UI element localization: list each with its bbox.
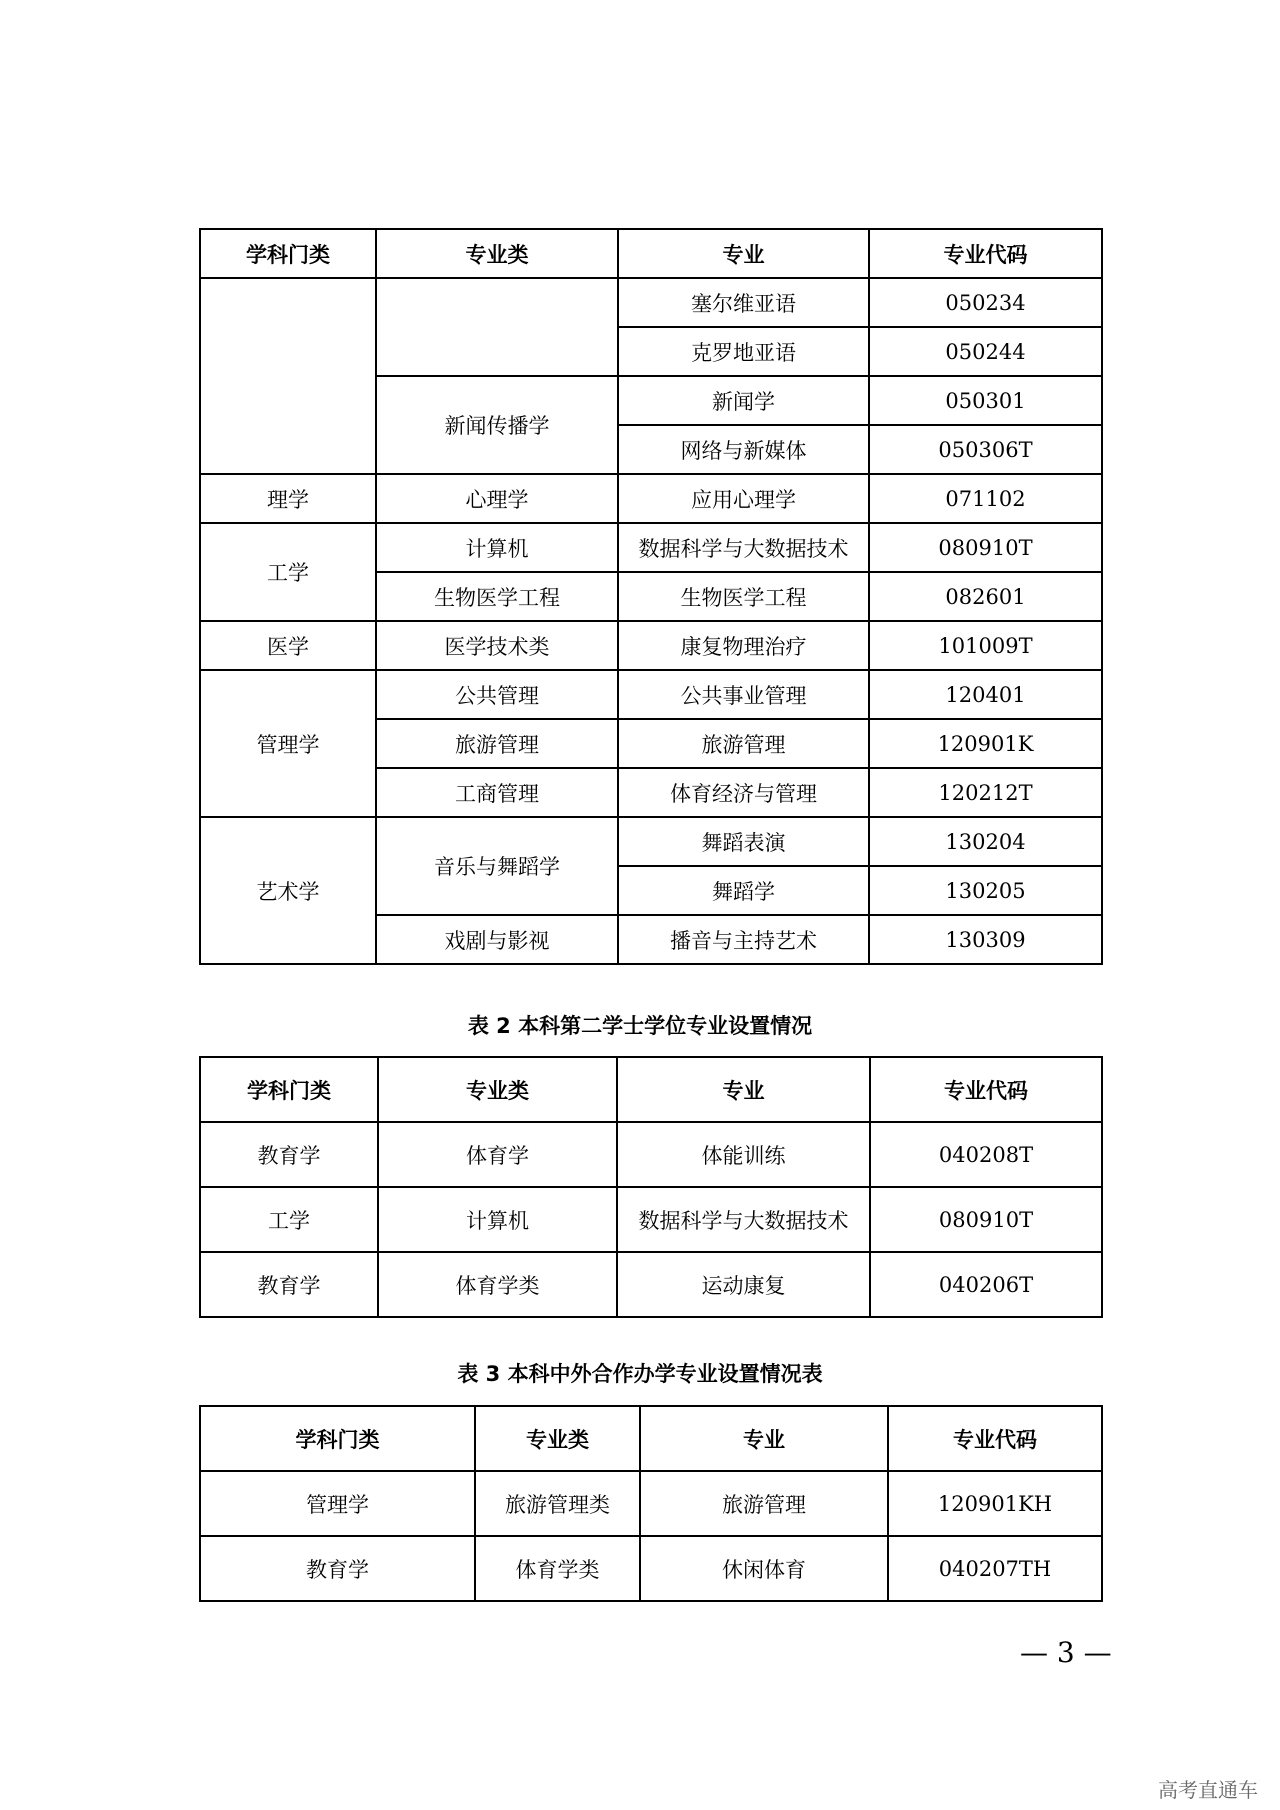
table-row [200, 621, 1102, 670]
table-row [200, 278, 1102, 327]
cell-code: 040207TH [888, 1536, 1102, 1601]
cell-category: 理学 [200, 474, 376, 523]
cell-class: 工商管理 [376, 768, 618, 817]
cell-major: 应用心理学 [618, 474, 869, 523]
cell-class: 计算机 [376, 523, 618, 572]
table-header-row [200, 1406, 1102, 1471]
cell-major: 休闲体育 [640, 1536, 888, 1601]
table-header-row [200, 229, 1102, 278]
table-row [200, 1471, 1102, 1536]
header-class: 专业类 [475, 1406, 640, 1471]
page-number: — 3 — [1020, 1636, 1112, 1669]
cell-class: 生物医学工程 [376, 572, 618, 621]
header-category: 学科门类 [200, 1406, 475, 1471]
cell-class: 戏剧与影视 [376, 915, 618, 964]
cell-major: 旅游管理 [640, 1471, 888, 1536]
table-row [200, 523, 1102, 572]
cell-code: 050234 [869, 278, 1102, 327]
table-2 [199, 1056, 1103, 1318]
cell-major: 运动康复 [617, 1252, 870, 1317]
cell-code: 101009T [869, 621, 1102, 670]
cell-class: 旅游管理类 [475, 1471, 640, 1536]
table-row [200, 1187, 1102, 1252]
table-row [200, 1122, 1102, 1187]
table-row [200, 474, 1102, 523]
cell-major: 新闻学 [618, 376, 869, 425]
cell-category: 工学 [200, 523, 376, 621]
cell-code: 050301 [869, 376, 1102, 425]
cell-category: 管理学 [200, 670, 376, 817]
cell-class [376, 278, 618, 376]
cell-class: 心理学 [376, 474, 618, 523]
cell-major: 播音与主持艺术 [618, 915, 869, 964]
header-class: 专业类 [378, 1057, 617, 1122]
header-major: 专业 [617, 1057, 870, 1122]
cell-major: 数据科学与大数据技术 [617, 1187, 870, 1252]
cell-class: 体育学类 [475, 1536, 640, 1601]
table-1 [199, 228, 1103, 965]
cell-category: 工学 [200, 1187, 378, 1252]
cell-major: 舞蹈学 [618, 866, 869, 915]
table-row [200, 670, 1102, 719]
cell-code: 130309 [869, 915, 1102, 964]
header-category: 学科门类 [200, 1057, 378, 1122]
header-code: 专业代码 [888, 1406, 1102, 1471]
cell-major: 旅游管理 [618, 719, 869, 768]
header-class: 专业类 [376, 229, 618, 278]
cell-class: 体育学 [378, 1122, 617, 1187]
cell-major: 克罗地亚语 [618, 327, 869, 376]
cell-major: 网络与新媒体 [618, 425, 869, 474]
cell-code: 080910T [869, 523, 1102, 572]
cell-code: 071102 [869, 474, 1102, 523]
cell-code: 050306T [869, 425, 1102, 474]
cell-major: 体能训练 [617, 1122, 870, 1187]
cell-class: 音乐与舞蹈学 [376, 817, 618, 915]
cell-category: 教育学 [200, 1252, 378, 1317]
cell-class: 体育学类 [378, 1252, 617, 1317]
cell-category: 医学 [200, 621, 376, 670]
cell-class: 新闻传播学 [376, 376, 618, 474]
cell-code: 120901KH [888, 1471, 1102, 1536]
cell-major: 生物医学工程 [618, 572, 869, 621]
cell-code: 130205 [869, 866, 1102, 915]
header-major: 专业 [618, 229, 869, 278]
cell-code: 120901K [869, 719, 1102, 768]
table-3 [199, 1405, 1103, 1602]
table-header-row [200, 1057, 1102, 1122]
cell-category: 艺术学 [200, 817, 376, 964]
cell-code: 040208T [870, 1122, 1102, 1187]
watermark: 高考直通车 [1158, 1778, 1258, 1802]
cell-category: 教育学 [200, 1122, 378, 1187]
header-code: 专业代码 [870, 1057, 1102, 1122]
header-code: 专业代码 [869, 229, 1102, 278]
cell-category: 教育学 [200, 1536, 475, 1601]
cell-code: 130204 [869, 817, 1102, 866]
table-3-caption: 表 3 本科中外合作办学专业设置情况表 [457, 1362, 823, 1386]
cell-major: 数据科学与大数据技术 [618, 523, 869, 572]
cell-class: 公共管理 [376, 670, 618, 719]
cell-major: 塞尔维亚语 [618, 278, 869, 327]
cell-major: 公共事业管理 [618, 670, 869, 719]
cell-code: 082601 [869, 572, 1102, 621]
cell-code: 040206T [870, 1252, 1102, 1317]
cell-class: 旅游管理 [376, 719, 618, 768]
cell-code: 120212T [869, 768, 1102, 817]
cell-class: 医学技术类 [376, 621, 618, 670]
cell-category [200, 278, 376, 474]
cell-code: 080910T [870, 1187, 1102, 1252]
cell-major: 舞蹈表演 [618, 817, 869, 866]
cell-class: 计算机 [378, 1187, 617, 1252]
table-row [200, 1252, 1102, 1317]
header-category: 学科门类 [200, 229, 376, 278]
cell-category: 管理学 [200, 1471, 475, 1536]
cell-major: 康复物理治疗 [618, 621, 869, 670]
cell-code: 050244 [869, 327, 1102, 376]
table-2-caption: 表 2 本科第二学士学位专业设置情况 [467, 1014, 813, 1038]
cell-major: 体育经济与管理 [618, 768, 869, 817]
table-row [200, 1536, 1102, 1601]
cell-code: 120401 [869, 670, 1102, 719]
header-major: 专业 [640, 1406, 888, 1471]
table-row [200, 817, 1102, 866]
